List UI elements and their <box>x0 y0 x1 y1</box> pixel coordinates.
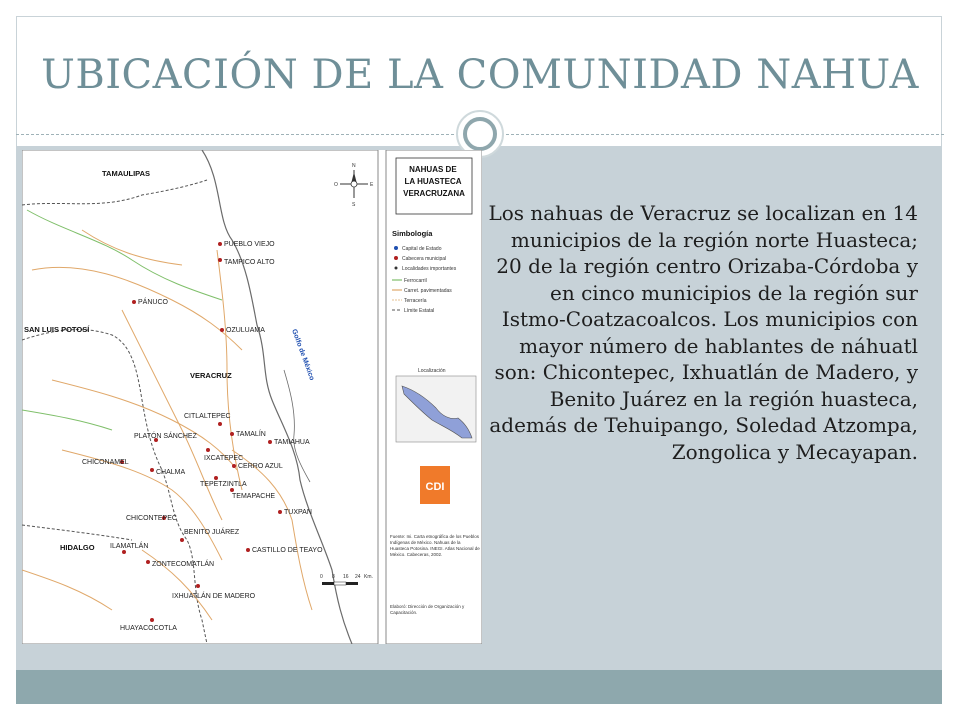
decorative-circle-icon <box>463 117 497 151</box>
localidad-icon <box>395 267 398 270</box>
scale-tick: 8 <box>332 574 335 580</box>
legend-title-line: LA HUASTECA <box>404 177 462 186</box>
legend-title-text <box>403 165 465 198</box>
town-label: TAMPICO ALTO <box>224 259 275 266</box>
scale-tick: 0 <box>320 574 323 580</box>
town-label: OZULUAMA <box>226 327 265 334</box>
slide-body-text: Los nahuas de Veracruz se localizan en 14 municipios de la región norte Huasteca; 20 de la región centro Orizaba-Córdoba y en cinco municipios de la región sur Istmo-Coatzacoalcos. Los municipios con mayor número de hablantes de náhuatl son: Chicontepec, Ixhuatlán de Madero, y Benito Juárez en la región huasteca, además de Tehuipango, Soledad Atzompa, Zongolica y Mecayapan. <box>488 201 918 464</box>
state-label: SAN LUIS POTOSÍ <box>24 325 90 334</box>
huasteca-map <box>22 150 482 644</box>
state-label: VERACRUZ <box>190 371 232 380</box>
cabecera-icon <box>394 256 398 260</box>
slide-title: UBICACIÓN DE LA COMUNIDAD NAHUA <box>41 52 919 98</box>
legend-title-line: NAHUAS DE <box>409 165 457 174</box>
state-label: TAMAULIPAS <box>102 169 151 178</box>
town-label: PUEBLO VIEJO <box>224 241 275 248</box>
scale-tick: Km. <box>364 574 373 580</box>
legend-item: Cabecera municipal <box>402 256 447 262</box>
town-label: CERRO AZUL <box>238 463 283 470</box>
legend-item: Localidades importantes <box>402 266 457 272</box>
town-label: TEMAPACHE <box>232 493 276 500</box>
legend-item: Carret. pavimentadas <box>404 288 452 294</box>
legend-item: Límite Estatal <box>404 308 435 314</box>
compass-e: E <box>370 182 374 188</box>
map-panel <box>22 150 378 644</box>
legend-simbologia: Simbología <box>392 229 433 238</box>
legend-title-line: VERACRUZANA <box>403 189 465 198</box>
town-label: PLATÓN SÁNCHEZ <box>134 433 197 440</box>
town-label: CITLALTEPEC <box>184 413 231 420</box>
legend-footer-credit: Elaboró: Dirección de Organización y Capacitación. <box>390 604 465 615</box>
town-label: CASTILLO DE TEAYO <box>252 547 323 554</box>
town-label: CHALMA <box>156 469 186 476</box>
town-label: IXHUATLÁN DE MADERO <box>172 593 256 600</box>
town-label: IXCATEPEC <box>204 455 244 462</box>
legend-item: Terracería <box>404 298 427 304</box>
footer-band <box>16 670 942 704</box>
legend-item: Capital de Estado <box>402 246 442 252</box>
scale-tick: 24 <box>355 574 361 580</box>
town-label: CHICONTEPEC <box>126 515 177 522</box>
town-label: HUAYACOCOTLA <box>120 625 177 632</box>
capital-icon <box>394 246 398 250</box>
legend-localizacion: Localización <box>418 368 446 374</box>
legend-footer-box <box>390 604 480 634</box>
town-label: PÁNUCO <box>138 299 168 306</box>
compass-s: S <box>352 202 356 208</box>
compass-n: N <box>352 163 356 169</box>
scale-bar <box>322 582 358 585</box>
state-label: HIDALGO <box>60 543 95 552</box>
cdi-logo-text: CDI <box>425 481 445 493</box>
town-label: BENITO JUÁREZ <box>184 529 240 536</box>
town-label: TEPETZINTLA <box>200 481 247 488</box>
scale-tick: 16 <box>343 574 349 580</box>
gulf-label: Golfo de México <box>290 328 316 382</box>
town-label: TAMIAHUA <box>274 439 310 446</box>
town-label: ILAMATLÁN <box>110 543 149 550</box>
legend-item: Ferrocarril <box>404 278 427 284</box>
town-label: TAMALÍN <box>236 431 266 438</box>
legend-credits-box <box>390 534 480 594</box>
town-label: TUXPAN <box>284 509 312 516</box>
town-label: CHICONAMEL <box>82 459 129 466</box>
map-svg <box>22 150 482 644</box>
compass-o: O <box>334 182 338 188</box>
legend-credits: Fuente: Ini. Carta etnográfica de los Pueblos Indígenas de México. Nahuas de la Huasteca Potosina. INEGI. Atlas Nacional de México. Cabeceras, 2002. <box>390 534 480 557</box>
town-label: ZONTECOMATLÁN <box>152 561 215 568</box>
